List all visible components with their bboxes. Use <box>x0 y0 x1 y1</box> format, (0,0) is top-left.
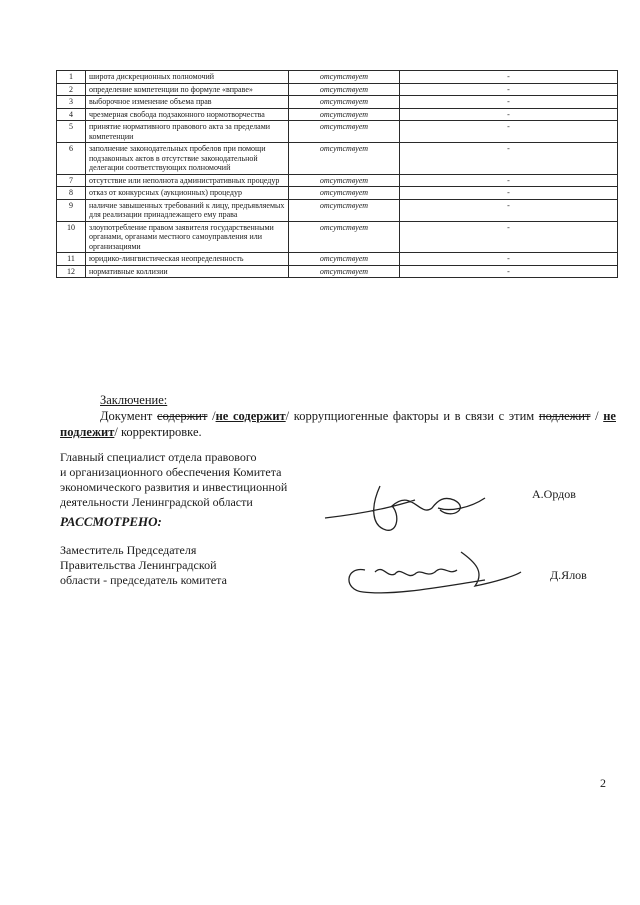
cell-note: - <box>400 174 618 187</box>
cell-status: отсутствует <box>289 265 400 278</box>
cell-name: принятие нормативного правового акта за пределами компетенции <box>86 121 289 143</box>
cell-num: 4 <box>57 108 86 121</box>
signer1-title-line: и организационного обеспечения Комитета <box>60 465 282 479</box>
signer2-title-line: Правительства Ленинградской <box>60 558 217 572</box>
corruption-factors-table <box>56 70 618 278</box>
cell-status: отсутствует <box>289 253 400 266</box>
cell-status: отсутствует <box>289 221 400 253</box>
cell-note: - <box>400 253 618 266</box>
signer2-title-line: области - председатель комитета <box>60 573 227 587</box>
not-subject: не подлежит <box>60 409 616 439</box>
cell-name: заполнение законодательных пробелов при помощи подзаконных актов в отсутствие законодательной делегации соответствующих полномочий <box>86 143 289 175</box>
table-row <box>57 221 618 253</box>
cell-name: нормативные коллизии <box>86 265 289 278</box>
cell-name: широта дискреционных полномочий <box>86 71 289 84</box>
cell-status: отсутствует <box>289 121 400 143</box>
cell-status: отсутствует <box>289 96 400 109</box>
cell-num: 7 <box>57 174 86 187</box>
table-row <box>57 96 618 109</box>
conclusion-end: / корректировке. <box>114 425 202 439</box>
signature-yalov <box>335 542 525 604</box>
cell-status: отсутствует <box>289 187 400 200</box>
table-row <box>57 83 618 96</box>
conclusion-middle: / коррупциогенные факторы и в связи с этим <box>285 409 535 423</box>
cell-status: отсутствует <box>289 199 400 221</box>
cell-name: наличие завышенных требований к лицу, предъявляемых для реализации принадлежащего ему права <box>86 199 289 221</box>
cell-status: отсутствует <box>289 108 400 121</box>
cell-name: отказ от конкурсных (аукционных) процедур <box>86 187 289 200</box>
cell-name: юридико-лингвистическая неопределенность <box>86 253 289 266</box>
table-row <box>57 143 618 175</box>
contains-struck: содержит <box>157 409 208 423</box>
cell-num: 6 <box>57 143 86 175</box>
signer2-name: Д.Ялов <box>550 568 587 582</box>
signer1-title-line: деятельности Ленинградской области <box>60 495 253 509</box>
page-number: 2 <box>600 776 606 790</box>
cell-status: отсутствует <box>289 174 400 187</box>
cell-num: 11 <box>57 253 86 266</box>
subject-struck: подлежит <box>538 409 591 423</box>
slash-2: / <box>590 409 599 423</box>
cell-note: - <box>400 71 618 84</box>
signature-ordov <box>320 478 490 538</box>
cell-note: - <box>400 108 618 121</box>
cell-num: 3 <box>57 96 86 109</box>
cell-note: - <box>400 83 618 96</box>
cell-num: 2 <box>57 83 86 96</box>
signer1-name: А.Ордов <box>532 487 576 501</box>
cell-note: - <box>400 199 618 221</box>
conclusion-doc-word: Документ <box>100 409 153 423</box>
cell-name: отсутствие или неполнота административных процедур <box>86 174 289 187</box>
cell-num: 1 <box>57 71 86 84</box>
cell-name: чрезмерная свобода подзаконного нормотворчества <box>86 108 289 121</box>
table-row <box>57 174 618 187</box>
cell-num: 8 <box>57 187 86 200</box>
cell-note: - <box>400 143 618 175</box>
cell-num: 12 <box>57 265 86 278</box>
cell-num: 10 <box>57 221 86 253</box>
conclusion-section <box>60 392 616 440</box>
cell-status: отсутствует <box>289 143 400 175</box>
cell-note: - <box>400 121 618 143</box>
signer1-title <box>60 450 287 510</box>
table-row <box>57 108 618 121</box>
table-row <box>57 253 618 266</box>
conclusion-text <box>60 408 616 440</box>
cell-num: 9 <box>57 199 86 221</box>
cell-status: отсутствует <box>289 71 400 84</box>
cell-num: 5 <box>57 121 86 143</box>
table-row <box>57 71 618 84</box>
table-row <box>57 199 618 221</box>
cell-note: - <box>400 221 618 253</box>
cell-note: - <box>400 96 618 109</box>
table-row <box>57 187 618 200</box>
not-contains: не содержит <box>215 409 286 423</box>
table-row <box>57 265 618 278</box>
cell-status: отсутствует <box>289 83 400 96</box>
reviewed-label: РАССМОТРЕНО: <box>60 514 162 529</box>
slash-1: / <box>207 409 216 423</box>
signer2-title-line: Заместитель Председателя <box>60 543 197 557</box>
cell-name: определение компетенции по формуле «вправе» <box>86 83 289 96</box>
cell-name: выборочное изменение объема прав <box>86 96 289 109</box>
cell-name: злоупотребление правом заявителя государственными органами, органами местного самоуправления или организациями <box>86 221 289 253</box>
cell-note: - <box>400 265 618 278</box>
signer2-title <box>60 543 227 588</box>
cell-note: - <box>400 187 618 200</box>
table-row <box>57 121 618 143</box>
conclusion-heading: Заключение: <box>100 393 168 407</box>
signer1-title-line: экономического развития и инвестиционной <box>60 480 288 494</box>
signer1-title-line: Главный специалист отдела правового <box>60 450 257 464</box>
